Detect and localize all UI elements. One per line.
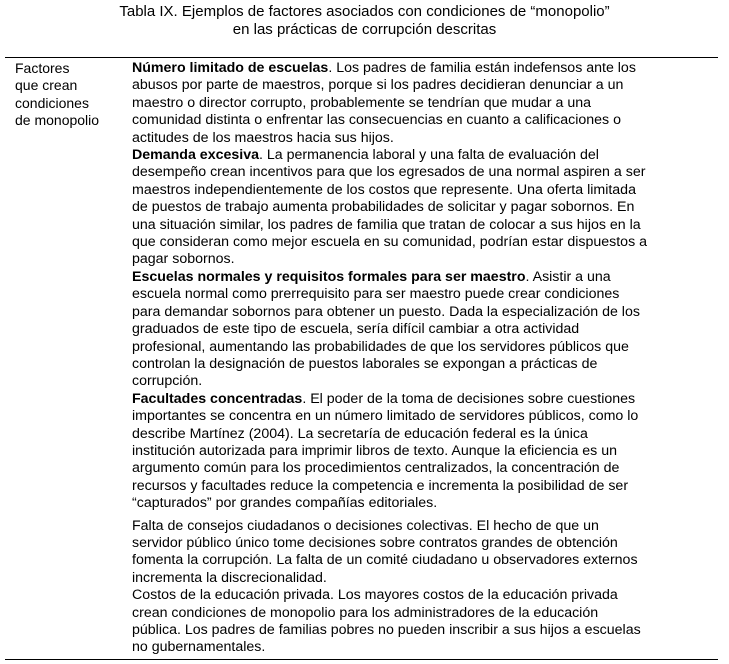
factor-text: . Los padres de familia están indefensos ante los (328, 60, 636, 76)
factor-private-education-costs (132, 587, 718, 657)
factor-text: pública. Los padres de familias pobres no pueden inscribir a sus hijos a escuelas (132, 622, 641, 638)
row-header-line: que crean (15, 77, 78, 94)
table-top-rule (5, 57, 718, 58)
factor-citizen-councils (132, 518, 718, 588)
factor-text: corrupción. (132, 373, 203, 390)
table-bottom-rule (5, 659, 718, 660)
factor-concentrated-powers (132, 391, 718, 513)
caption-line-1: Tabla IX. Ejemplos de factores asociados con condiciones de “monopolio” (119, 3, 610, 20)
factor-text: no gubernamentales. (132, 639, 266, 656)
factor-normal-schools (132, 269, 718, 391)
factor-title: Demanda excesiva (132, 147, 259, 164)
factor-text: escuela normal como prerrequisito para ser maestro puede crear condiciones (132, 286, 620, 303)
factor-text: . La permanencia laboral y una falta de evaluación del (258, 147, 599, 164)
factor-title: Número limitado de escuelas (132, 60, 329, 76)
factor-text: fomenta la corrupción. La falta de un comité ciudadano u observadores externos (132, 552, 638, 569)
factor-text: recursos y facultades reduce la competencia e incrementa la posibilidad de ser (132, 477, 629, 494)
factor-text: Falta de consejos ciudadanos o decisiones colectivas. El hecho de que un (132, 517, 599, 534)
factor-text: importantes se concentra en un número limitado de servidores públicos, como lo (132, 408, 639, 425)
factor-text: profesional, aumentando las probabilidades de que los servidores públicos que (132, 338, 629, 355)
factor-text: institución autorizada para imprimir libros de texto. Aunque la eficiencia es un (132, 442, 617, 459)
factor-text: de puestos de trabajo aumenta probabilidades de solicitar y pagar sobornos. En (132, 199, 635, 216)
factor-text: desempeño crean incentivos para que los egresados de una normal aspiren a ser (132, 164, 646, 181)
factor-text: abusos por parte de maestros, porque si los padres decidieran denunciar a un (132, 77, 624, 94)
factor-text: maestros independientemente de los costos que represente. Una oferta limitada (132, 181, 636, 198)
row-header-line: de monopolio (15, 112, 100, 129)
factor-excess-demand (132, 147, 718, 269)
factors-cell (132, 60, 718, 657)
factor-text: actitudes de los maestros hacia sus hijos. (132, 129, 394, 146)
factor-limited-schools (132, 60, 718, 147)
factor-text: Costos de la educación privada. Los mayores costos de la educación privada (132, 587, 618, 604)
factor-text: controlan la designación de puestos laborales se expongan a prácticas de (132, 355, 598, 372)
factor-text: crean condiciones de monopolio para los administradores de la educación (132, 604, 599, 621)
factor-text: “capturados” por grandes compañías editoriales. (132, 495, 438, 512)
factor-text: . El poder de la toma de decisiones sobre cuestiones (302, 390, 636, 407)
row-header-line: condiciones (15, 94, 89, 111)
factor-text: graduados de este tipo de escuela, sería difícil cambiar a otra actividad (132, 321, 580, 338)
factor-title: Escuelas normales y requisitos formales para ser maestro (132, 268, 526, 285)
factor-text: . Asistir a una (525, 268, 611, 285)
factor-text: maestro o director corrupto, probablemente se tendrían que mudar a una (132, 94, 591, 111)
factor-text: para demandar sobornos para obtener un puesto. Dada la especialización de los (132, 303, 640, 320)
factor-text: describe Martínez (2004). La secretaría de educación federal es la única (132, 425, 588, 442)
factor-text: argumento común para los procedimientos centralizados, la concentración de (132, 460, 620, 477)
row-header-cell (15, 60, 125, 130)
caption-line-2: en las prácticas de corrupción descritas (232, 21, 497, 38)
factor-text: una situación similar, los padres de familia que tratan de colocar a sus hijos en la (132, 216, 641, 233)
factor-text: servidor público único tome decisiones sobre contratos grandes de obtención (132, 534, 618, 551)
factor-text: comunidad distinta o enfrentar las consecuencias en cuanto a calificaciones o (132, 112, 621, 129)
factor-title: Facultades concentradas (132, 390, 303, 407)
factor-text: incrementa la discrecionalidad. (132, 569, 327, 586)
factor-text: que consideran como mejor escuela en su comunidad, podrían estar dispuestos a (132, 234, 647, 251)
factor-text: pagar sobornos. (132, 251, 235, 268)
row-header-line: Factores (15, 60, 70, 76)
table-caption (0, 3, 729, 39)
